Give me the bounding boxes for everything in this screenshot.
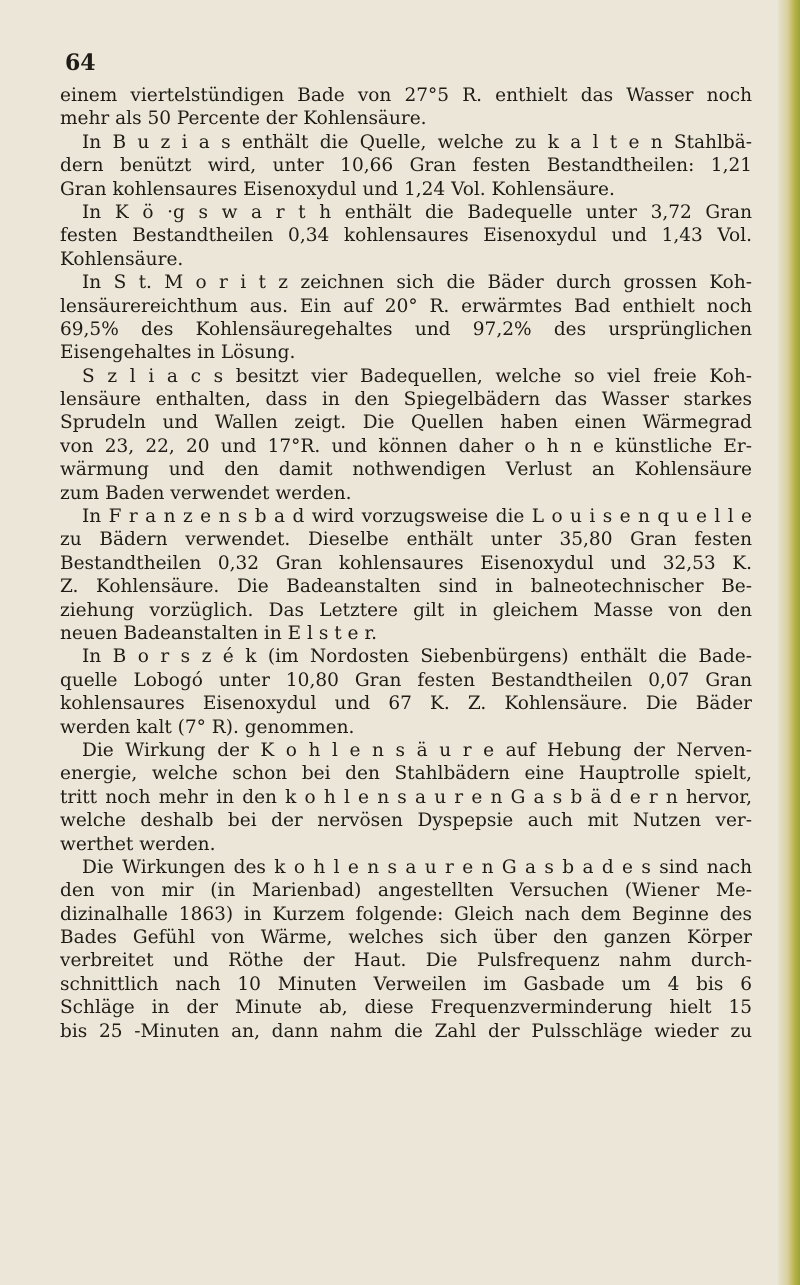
text-line: In B u z i a s enthält die Quelle, welche zu k a l t e n Stahlbä- [82,131,752,153]
text-line: Eisengehaltes in Lösung. [60,342,296,364]
text-line: quelle Lobogó unter 10,80 Gran festen Bestandtheilen 0,07 Gran [60,669,752,691]
text-line: tritt noch mehr in den k o h l e n s a u r e n G a s b ä d e r n hervor, [60,786,752,808]
text-line: werthet werden. [60,833,216,855]
text-line: Sprudeln und Wallen zeigt. Die Quellen haben einen Wärmegrad [60,412,752,434]
text-line: dizinalhalle 1863) in Kurzem folgende: Gleich nach dem Beginne des [60,903,752,925]
text-line: Z. Kohlensäure. Die Badeanstalten sind in balneotechnischer Be- [60,576,752,598]
text-line: energie, welche schon bei den Stahlbädern eine Hauptrolle spielt, [60,763,752,785]
text-line: den von mir (in Marienbad) angestellten Versuchen (Wiener Me- [60,880,752,902]
text-line: Bades Gefühl von Wärme, welches sich über den ganzen Körper [60,927,752,949]
text-line: lensäure enthalten, dass in den Spiegelbädern das Wasser starkes [60,389,752,411]
text-line: Die Wirkungen des k o h l e n s a u r e n G a s b a d e s sind nach [82,856,752,878]
text-line: Gran kohlensaures Eisenoxydul und 1,24 Vol. Kohlensäure. [60,178,615,200]
text-line: ziehung vorzüglich. Das Letztere gilt in gleichem Masse von den [60,599,752,621]
text-line: von 23, 22, 20 und 17°R. und können daher o h n e künstliche Er- [60,435,752,457]
text-line: Bestandtheilen 0,32 Gran kohlensaures Eisenoxydul und 32,53 K. [60,552,752,574]
text-line: zum Baden verwendet werden. [60,482,352,504]
text-line: Kohlensäure. [60,248,184,270]
text-line: werden kalt (7° R). genommen. [60,716,355,738]
text-line: festen Bestandtheilen 0,34 kohlensaures Eisenoxydul und 1,43 Vol. [60,225,752,247]
page-number: 64 [65,50,96,76]
text-line: 69,5% des Kohlensäuregehaltes und 97,2% des ursprünglichen [60,318,752,340]
text-line: dern benützt wird, unter 10,66 Gran festen Bestandtheilen: 1,21 [60,155,752,177]
text-line: mehr als 50 Percente der Kohlensäure. [60,108,427,130]
text-line: Die Wirkung der K o h l e n s ä u r e auf Hebung der Nerven- [82,739,752,761]
text-line: einem viertelstündigen Bade von 27°5 R. enthielt das Wasser noch [60,85,752,106]
text-line: wärmung und den damit nothwendigen Verlust an Kohlensäure [60,459,752,481]
text-line: neuen Badeanstalten in E l s t e r. [60,622,378,644]
page-edge [778,0,800,1285]
text-line: In S t. M o r i t z zeichnen sich die Bäder durch grossen Koh- [82,272,752,294]
text-line: kohlensaures Eisenoxydul und 67 K. Z. Kohlensäure. Die Bäder [60,693,752,715]
text-line: In K ö ·g s w a r t h enthält die Badequelle unter 3,72 Gran [82,201,752,223]
text-line: S z l i a c s besitzt vier Badequellen, welche so viel freie Koh- [82,365,752,387]
text-line: Schläge in der Minute ab, diese Frequenzverminderung hielt 15 [60,997,752,1019]
text-line: bis 25 -Minuten an, dann nahm die Zahl der Pulsschläge wieder zu [60,1020,752,1042]
text-line: In B o r s z é k (im Nordosten Siebenbürgens) enthält die Bade- [82,646,752,668]
text-line: lensäurereichthum aus. Ein auf 20° R. erwärmtes Bad enthielt noch [60,295,752,317]
text-line: welche deshalb bei der nervösen Dyspepsie auch mit Nutzen ver- [60,810,752,832]
text-line: zu Bädern verwendet. Dieselbe enthält unter 35,80 Gran festen [60,529,752,551]
text-line: In F r a n z e n s b a d wird vorzugsweise die L o u i s e n q u e l l e [82,506,752,528]
text-line: verbreitet und Röthe der Haut. Die Pulsfrequenz nahm durch- [60,950,752,972]
text-line: schnittlich nach 10 Minuten Verweilen im Gasbade um 4 bis 6 [60,973,752,995]
text-body [60,84,752,1043]
